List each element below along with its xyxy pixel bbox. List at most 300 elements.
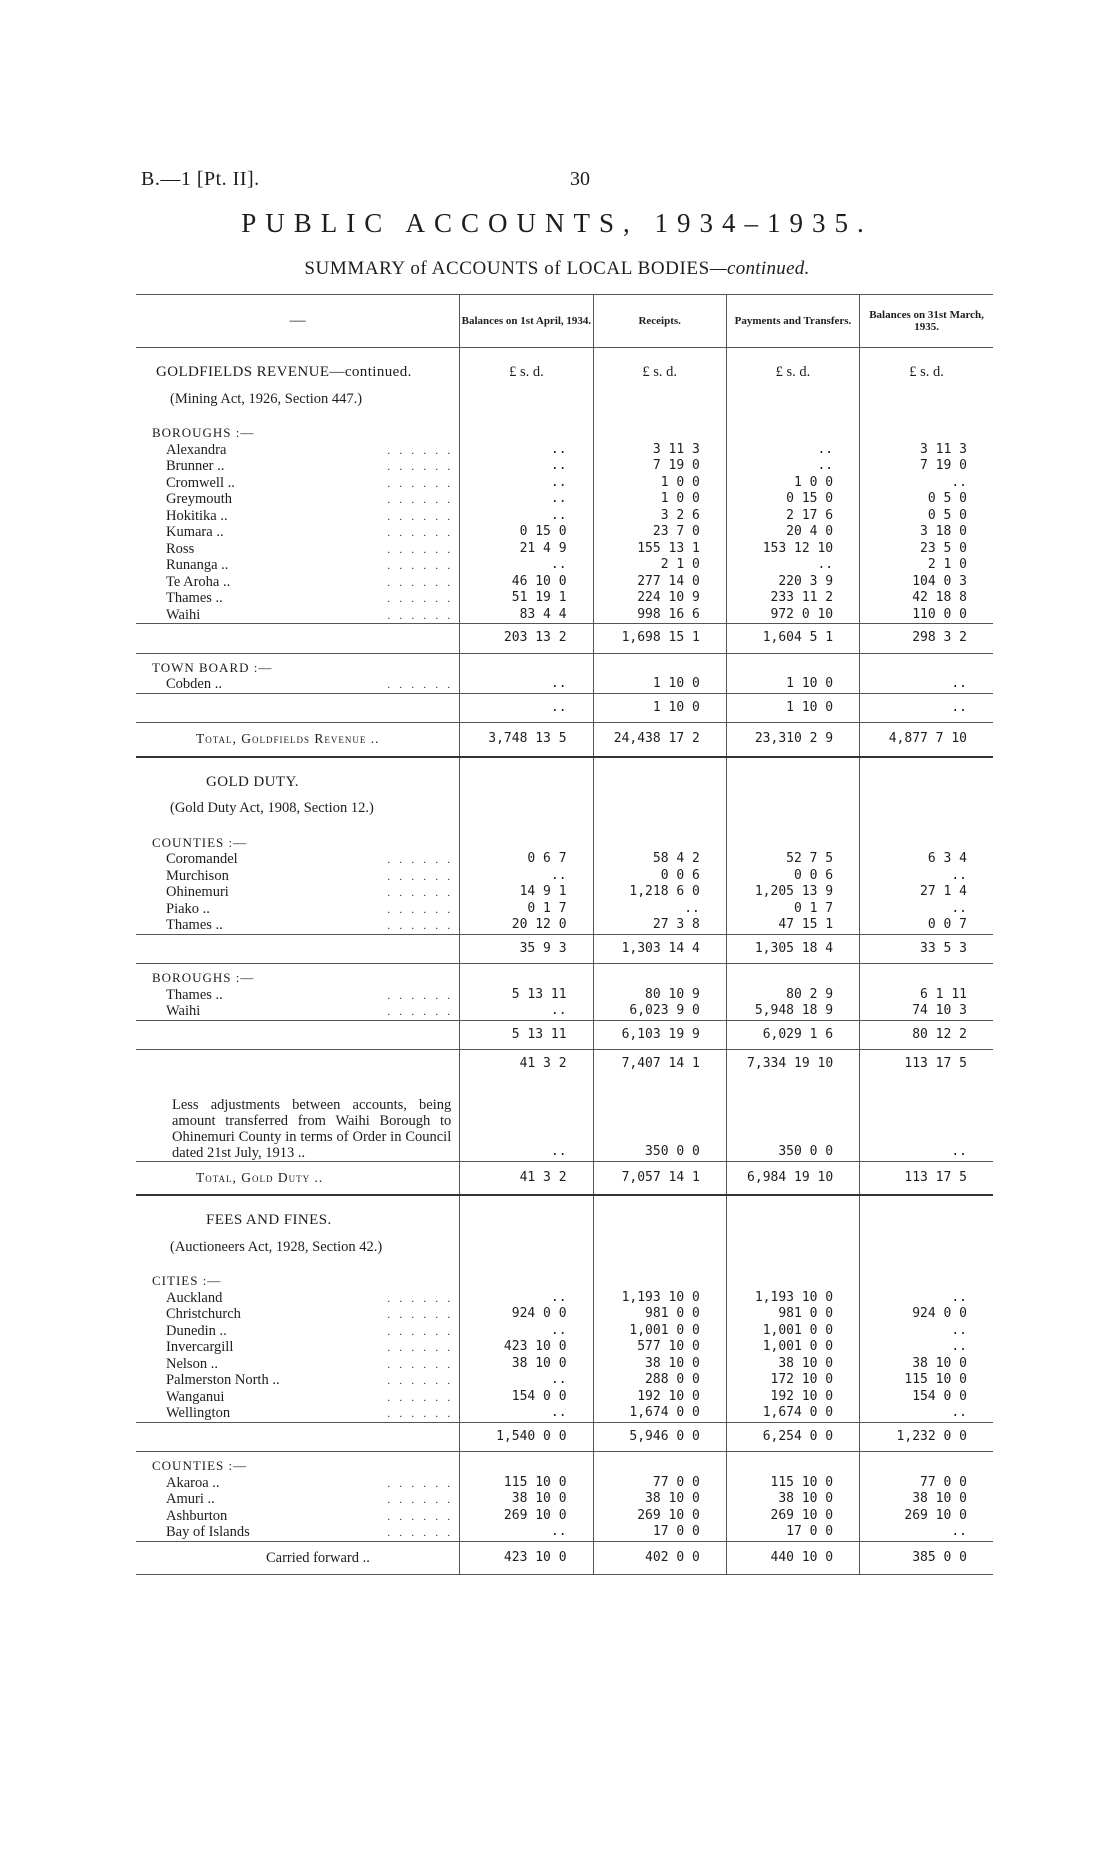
leader-dots: . . . . . . xyxy=(387,1356,454,1371)
leader-dots: . . . . . . xyxy=(387,525,454,539)
subtotal-label xyxy=(136,693,460,723)
row-name: Runanga .. xyxy=(166,557,232,573)
row-label xyxy=(136,1323,460,1340)
table-header-row xyxy=(136,295,993,348)
leader-dots: . . . . . . xyxy=(387,918,454,932)
subtotal-label xyxy=(136,934,460,964)
empty-cell xyxy=(593,790,726,829)
row-label xyxy=(136,541,460,558)
cell-p: .. xyxy=(726,557,859,574)
cell-r: 17 0 0 xyxy=(593,1524,726,1541)
cell-p: 2 17 6 xyxy=(726,508,859,525)
cell-p: 5,948 18 9 xyxy=(726,1003,859,1020)
cell-b1: 154 0 0 xyxy=(460,1389,593,1406)
cell-b1: .. xyxy=(460,676,593,693)
total-r: 24,438 17 2 xyxy=(593,723,726,757)
cell-r: 80 10 9 xyxy=(593,987,726,1004)
leader-dots: . . . . . . xyxy=(387,574,454,589)
subtotal-b1: 203 13 2 xyxy=(460,624,593,654)
cell-b1: 0 6 7 xyxy=(460,851,593,868)
leader-dots: . . . . . . xyxy=(387,558,454,572)
cell-b2: 924 0 0 xyxy=(860,1306,993,1323)
section-title-fees: FEES AND FINES. xyxy=(206,1212,332,1228)
section-cell xyxy=(136,757,460,791)
table-row xyxy=(136,574,993,591)
cell-p: 0 15 0 xyxy=(726,491,859,508)
subtotal-p: 1 10 0 xyxy=(726,693,859,723)
row-label xyxy=(136,676,460,693)
cell-r: 3 2 6 xyxy=(593,508,726,525)
empty-cell xyxy=(860,653,993,676)
cell-b2: .. xyxy=(860,1290,993,1307)
row-name: Thames .. xyxy=(166,590,227,606)
row-name: Thames .. xyxy=(166,917,227,933)
subtotal-b2: 113 17 5 xyxy=(860,1050,993,1079)
row-label xyxy=(136,1306,460,1323)
cell-b1: 83 4 4 xyxy=(460,607,593,624)
act-reference: (Mining Act, 1926, Section 447.) xyxy=(170,390,363,407)
row-name: Waihi xyxy=(166,607,204,623)
act-row xyxy=(136,1229,993,1268)
subtotal-b2: 33 5 3 xyxy=(860,934,993,964)
empty-cell xyxy=(726,757,859,791)
empty-cell xyxy=(860,757,993,791)
leader-dots: . . . . . . xyxy=(387,1525,454,1539)
row-name: Murchison xyxy=(166,868,233,884)
cell-p: 47 15 1 xyxy=(726,917,859,934)
cell-b1: 924 0 0 xyxy=(460,1306,593,1323)
cell-r: 38 10 0 xyxy=(593,1356,726,1373)
row-label xyxy=(136,1290,460,1307)
cell-b1: .. xyxy=(460,475,593,492)
row-label xyxy=(136,901,460,918)
cell-b1: 38 10 0 xyxy=(460,1356,593,1373)
empty-cell xyxy=(860,1195,993,1229)
cell-p: 233 11 2 xyxy=(726,590,859,607)
cell-r: 23 7 0 xyxy=(593,524,726,541)
subtotal-p: 1,604 5 1 xyxy=(726,624,859,654)
leader-dots: . . . . . . xyxy=(387,1340,454,1354)
subtotal-r: 1,698 15 1 xyxy=(593,624,726,654)
cell-r: 1,193 10 0 xyxy=(593,1290,726,1307)
cell-r: 6,023 9 0 xyxy=(593,1003,726,1020)
cell-p: 0 0 6 xyxy=(726,868,859,885)
cell-b2: 269 10 0 xyxy=(860,1508,993,1525)
subtotal-row xyxy=(136,1020,993,1050)
cell-b1: .. xyxy=(460,1405,593,1422)
empty-cell xyxy=(726,1452,859,1475)
empty-cell xyxy=(460,829,593,852)
page-subtitle xyxy=(0,258,1114,280)
table-row xyxy=(136,524,993,541)
cell-b2: 38 10 0 xyxy=(860,1356,993,1373)
subtotal-p: 1,305 18 4 xyxy=(726,934,859,964)
empty-cell xyxy=(460,381,593,420)
cell-r: 981 0 0 xyxy=(593,1306,726,1323)
cell-r: 1 0 0 xyxy=(593,491,726,508)
cell-r: 7 19 0 xyxy=(593,458,726,475)
cell-r: 0 0 6 xyxy=(593,868,726,885)
adjustment-p: 350 0 0 xyxy=(726,1079,859,1162)
header-payments: Payments and Transfers. xyxy=(726,295,859,348)
table-row xyxy=(136,676,993,693)
row-label xyxy=(136,1389,460,1406)
group-label-counties: COUNTIES :— xyxy=(152,834,248,850)
row-name: Kumara .. xyxy=(166,524,228,540)
leader-dots: . . . . . . xyxy=(387,852,454,866)
subtotal-b2: 80 12 2 xyxy=(860,1020,993,1050)
header-description: — xyxy=(136,295,460,348)
section-cell xyxy=(136,348,460,381)
table-row xyxy=(136,541,993,558)
total-b1: 41 3 2 xyxy=(460,1161,593,1195)
leader-dots: . . . . . . xyxy=(387,987,454,1002)
cell-r: 192 10 0 xyxy=(593,1389,726,1406)
table-row xyxy=(136,458,993,475)
leader-dots: . . . . . . xyxy=(387,607,454,622)
row-name: Hokitika .. xyxy=(166,508,232,524)
row-name: Auckland xyxy=(166,1290,226,1306)
cell-b2: .. xyxy=(860,475,993,492)
empty-cell xyxy=(460,1452,593,1475)
table-row xyxy=(136,917,993,934)
table-row xyxy=(136,901,993,918)
subtitle-continued: —continued. xyxy=(709,258,810,279)
cell-r: 1,218 6 0 xyxy=(593,884,726,901)
leader-dots: . . . . . . xyxy=(387,442,454,457)
cell-b2: .. xyxy=(860,1405,993,1422)
act-row xyxy=(136,790,993,829)
cell-b1: 423 10 0 xyxy=(460,1339,593,1356)
row-name: Thames .. xyxy=(166,987,227,1003)
cell-b1: .. xyxy=(460,491,593,508)
empty-cell xyxy=(726,964,859,987)
row-name: Ohinemuri xyxy=(166,884,233,900)
table-row xyxy=(136,1323,993,1340)
table-row xyxy=(136,1475,993,1492)
cell-b1: .. xyxy=(460,1290,593,1307)
row-label xyxy=(136,574,460,591)
cell-r: .. xyxy=(593,901,726,918)
section-row xyxy=(136,1195,993,1229)
empty-cell xyxy=(593,829,726,852)
leader-dots: . . . . . . xyxy=(387,1406,454,1420)
table-row xyxy=(136,1508,993,1525)
subtotal-r: 5,946 0 0 xyxy=(593,1422,726,1452)
subtitle-main: SUMMARY of ACCOUNTS of LOCAL BODIES xyxy=(304,258,710,279)
empty-cell xyxy=(726,790,859,829)
subtotal-row xyxy=(136,934,993,964)
cell-b1: 21 4 9 xyxy=(460,541,593,558)
cell-p: 192 10 0 xyxy=(726,1389,859,1406)
unit-heading: £ s. d. xyxy=(726,348,859,381)
cell-p: 153 12 10 xyxy=(726,541,859,558)
empty-cell xyxy=(726,829,859,852)
cell-r: 77 0 0 xyxy=(593,1475,726,1492)
subtotal-r: 1 10 0 xyxy=(593,693,726,723)
total-label: Total, Goldfields Revenue .. xyxy=(136,723,460,757)
accounts-table xyxy=(136,294,993,1575)
row-name: Ross xyxy=(166,541,198,557)
cell-r: 577 10 0 xyxy=(593,1339,726,1356)
row-name: Wellington xyxy=(166,1405,234,1421)
leader-dots: . . . . . . xyxy=(387,1323,454,1338)
cell-b1: 38 10 0 xyxy=(460,1491,593,1508)
table-row xyxy=(136,851,993,868)
cell-r: 1,001 0 0 xyxy=(593,1323,726,1340)
row-name: Akaroa .. xyxy=(166,1475,224,1491)
cell-r: 288 0 0 xyxy=(593,1372,726,1389)
table-row xyxy=(136,557,993,574)
cell-r: 155 13 1 xyxy=(593,541,726,558)
section-row xyxy=(136,348,993,381)
cell-p: 38 10 0 xyxy=(726,1356,859,1373)
cell-b2: 23 5 0 xyxy=(860,541,993,558)
empty-cell xyxy=(460,790,593,829)
cell-b2: 42 18 8 xyxy=(860,590,993,607)
table-row xyxy=(136,1356,993,1373)
row-label xyxy=(136,458,460,475)
leader-dots: . . . . . . xyxy=(387,475,454,490)
cell-p: 972 0 10 xyxy=(726,607,859,624)
cell-p: 220 3 9 xyxy=(726,574,859,591)
table-body xyxy=(136,348,993,1575)
cell-p: 172 10 0 xyxy=(726,1372,859,1389)
cell-p: 20 4 0 xyxy=(726,524,859,541)
table-row xyxy=(136,442,993,459)
subtotal-row xyxy=(136,624,993,654)
cell-b2: 154 0 0 xyxy=(860,1389,993,1406)
cell-p: 269 10 0 xyxy=(726,1508,859,1525)
table-row xyxy=(136,1491,993,1508)
subtotal-label xyxy=(136,1422,460,1452)
row-name: Te Aroha .. xyxy=(166,574,234,590)
row-label xyxy=(136,1356,460,1373)
cell-p: 17 0 0 xyxy=(726,1524,859,1541)
cell-b2: 38 10 0 xyxy=(860,1491,993,1508)
row-label xyxy=(136,508,460,525)
leader-dots: . . . . . . xyxy=(387,1389,454,1404)
group-row xyxy=(136,964,993,987)
row-name: Brunner .. xyxy=(166,458,228,474)
table-row xyxy=(136,1524,993,1541)
row-name: Nelson .. xyxy=(166,1356,222,1372)
cell-b2: 115 10 0 xyxy=(860,1372,993,1389)
subtotal-r: 6,103 19 9 xyxy=(593,1020,726,1050)
leader-dots: . . . . . . xyxy=(387,1004,454,1018)
group-row xyxy=(136,1267,993,1290)
subtotal-r: 7,407 14 1 xyxy=(593,1050,726,1079)
subtotal-b2: 1,232 0 0 xyxy=(860,1422,993,1452)
leader-dots: . . . . . . xyxy=(387,1492,454,1506)
page-number: 30 xyxy=(570,168,590,190)
leader-dots: . . . . . . xyxy=(387,591,454,605)
group-label-counties: COUNTIES :— xyxy=(152,1458,248,1473)
cell-b1: .. xyxy=(460,458,593,475)
cell-r: 27 3 8 xyxy=(593,917,726,934)
carried-forward-label: Carried forward .. xyxy=(136,1541,460,1575)
leader-dots: . . . . . . xyxy=(387,492,454,506)
cell-p: 1,193 10 0 xyxy=(726,1290,859,1307)
adjustment-b2: .. xyxy=(860,1079,993,1162)
empty-cell xyxy=(860,1267,993,1290)
row-label xyxy=(136,1475,460,1492)
cell-b2: .. xyxy=(860,901,993,918)
subtotal-p: 6,254 0 0 xyxy=(726,1422,859,1452)
cell-b1: 46 10 0 xyxy=(460,574,593,591)
empty-cell xyxy=(726,1195,859,1229)
row-name: Coromandel xyxy=(166,851,242,867)
subtotal-b2: 298 3 2 xyxy=(860,624,993,654)
empty-cell xyxy=(460,419,593,442)
cell-p: 1,205 13 9 xyxy=(726,884,859,901)
empty-cell xyxy=(593,757,726,791)
cell-b2: 74 10 3 xyxy=(860,1003,993,1020)
cell-b1: .. xyxy=(460,868,593,885)
carried-b1: 423 10 0 xyxy=(460,1541,593,1575)
leader-dots: . . . . . . xyxy=(387,1307,454,1321)
table-row xyxy=(136,1339,993,1356)
empty-cell xyxy=(460,964,593,987)
cell-b2: 7 19 0 xyxy=(860,458,993,475)
empty-cell xyxy=(860,790,993,829)
cell-b1: 5 13 11 xyxy=(460,987,593,1004)
cell-b2: .. xyxy=(860,1524,993,1541)
adjustment-row xyxy=(136,1079,993,1162)
subtotal-label xyxy=(136,1050,460,1079)
row-name: Dunedin .. xyxy=(166,1323,231,1339)
table-row xyxy=(136,607,993,624)
leader-dots: . . . . . . xyxy=(387,677,454,691)
cell-b2: 2 1 0 xyxy=(860,557,993,574)
table-row xyxy=(136,491,993,508)
cell-r: 277 14 0 xyxy=(593,574,726,591)
empty-cell xyxy=(593,419,726,442)
cell-b1: 115 10 0 xyxy=(460,1475,593,1492)
cell-r: 1,674 0 0 xyxy=(593,1405,726,1422)
cell-r: 2 1 0 xyxy=(593,557,726,574)
carried-forward-row xyxy=(136,1541,993,1575)
table-row xyxy=(136,1372,993,1389)
cell-b1: 51 19 1 xyxy=(460,590,593,607)
adjustment-b1: .. xyxy=(460,1079,593,1162)
header-balances-start: Balances on 1st April, 1934. xyxy=(460,295,593,348)
total-label: Total, Gold Duty .. xyxy=(136,1161,460,1195)
subtotal-b2: .. xyxy=(860,693,993,723)
header-receipts: Receipts. xyxy=(593,295,726,348)
empty-cell xyxy=(593,1195,726,1229)
table-row xyxy=(136,590,993,607)
row-name: Wanganui xyxy=(166,1389,228,1405)
subtotal-row xyxy=(136,693,993,723)
cell-b1: 0 15 0 xyxy=(460,524,593,541)
leader-dots: . . . . . . xyxy=(387,868,454,883)
row-label xyxy=(136,557,460,574)
unit-heading: £ s. d. xyxy=(460,348,593,381)
empty-cell xyxy=(593,1229,726,1268)
group-row xyxy=(136,829,993,852)
subtotal-b1: 5 13 11 xyxy=(460,1020,593,1050)
empty-cell xyxy=(726,381,859,420)
header-balances-end: Balances on 31st March, 1935. xyxy=(860,295,993,348)
row-label xyxy=(136,987,460,1004)
table-row xyxy=(136,868,993,885)
group-label-boroughs: BOROUGHS :— xyxy=(152,425,255,440)
cell-b2: 0 5 0 xyxy=(860,491,993,508)
section-cell xyxy=(136,1195,460,1229)
row-label xyxy=(136,442,460,459)
empty-cell xyxy=(860,381,993,420)
row-label xyxy=(136,917,460,934)
adjustment-r: 350 0 0 xyxy=(593,1079,726,1162)
group-label-cities: CITIES :— xyxy=(152,1273,222,1288)
empty-cell xyxy=(593,653,726,676)
cell-r: 998 16 6 xyxy=(593,607,726,624)
cell-b1: 269 10 0 xyxy=(460,1508,593,1525)
cell-b2: 6 3 4 xyxy=(860,851,993,868)
row-name: Ashburton xyxy=(166,1508,231,1524)
cell-b1: .. xyxy=(460,508,593,525)
empty-cell xyxy=(460,653,593,676)
leader-dots: . . . . . . xyxy=(387,459,454,473)
row-label xyxy=(136,607,460,624)
empty-cell xyxy=(460,757,593,791)
cell-b1: .. xyxy=(460,557,593,574)
total-b2: 113 17 5 xyxy=(860,1161,993,1195)
adjustment-note: Less adjustments between accounts, being amount transferred from Waihi Borough to Ohinemuri County in terms of Order in Council dated 21st July, 1913 .. xyxy=(172,1096,452,1161)
row-label xyxy=(136,590,460,607)
row-label xyxy=(136,1372,460,1389)
empty-cell xyxy=(460,1195,593,1229)
row-name: Christchurch xyxy=(166,1306,245,1322)
cell-p: 1 10 0 xyxy=(726,676,859,693)
empty-cell xyxy=(860,419,993,442)
cell-b2: 0 0 7 xyxy=(860,917,993,934)
cell-p: 1,001 0 0 xyxy=(726,1339,859,1356)
subtotal-p: 6,029 1 6 xyxy=(726,1020,859,1050)
subtotal-b1: 1,540 0 0 xyxy=(460,1422,593,1452)
cell-b1: .. xyxy=(460,1372,593,1389)
group-label-town-board: TOWN BOARD :— xyxy=(152,659,273,675)
cell-b1: .. xyxy=(460,1003,593,1020)
empty-cell xyxy=(860,1452,993,1475)
cell-p: 52 7 5 xyxy=(726,851,859,868)
section-title-gold-duty: GOLD DUTY. xyxy=(206,773,299,790)
row-name: Piako .. xyxy=(166,901,214,917)
total-b1: 3,748 13 5 xyxy=(460,723,593,757)
row-label xyxy=(136,1508,460,1525)
carried-p: 440 10 0 xyxy=(726,1541,859,1575)
subtotal-p: 7,334 19 10 xyxy=(726,1050,859,1079)
section-title-goldfields: GOLDFIELDS REVENUE—continued. xyxy=(156,364,412,380)
row-name: Amuri .. xyxy=(166,1491,219,1507)
cell-b1: 14 9 1 xyxy=(460,884,593,901)
cell-r: 1 0 0 xyxy=(593,475,726,492)
cell-p: .. xyxy=(726,442,859,459)
row-name: Waihi xyxy=(166,1003,204,1019)
subtotal-b1: 35 9 3 xyxy=(460,934,593,964)
row-name: Palmerston North .. xyxy=(166,1372,284,1388)
subtotal-b1: 41 3 2 xyxy=(460,1050,593,1079)
empty-cell xyxy=(860,1229,993,1268)
subtotal-label xyxy=(136,624,460,654)
cell-p: .. xyxy=(726,458,859,475)
table-row xyxy=(136,1405,993,1422)
empty-cell xyxy=(726,653,859,676)
unit-heading: £ s. d. xyxy=(593,348,726,381)
cell-b2: 27 1 4 xyxy=(860,884,993,901)
empty-cell xyxy=(860,829,993,852)
